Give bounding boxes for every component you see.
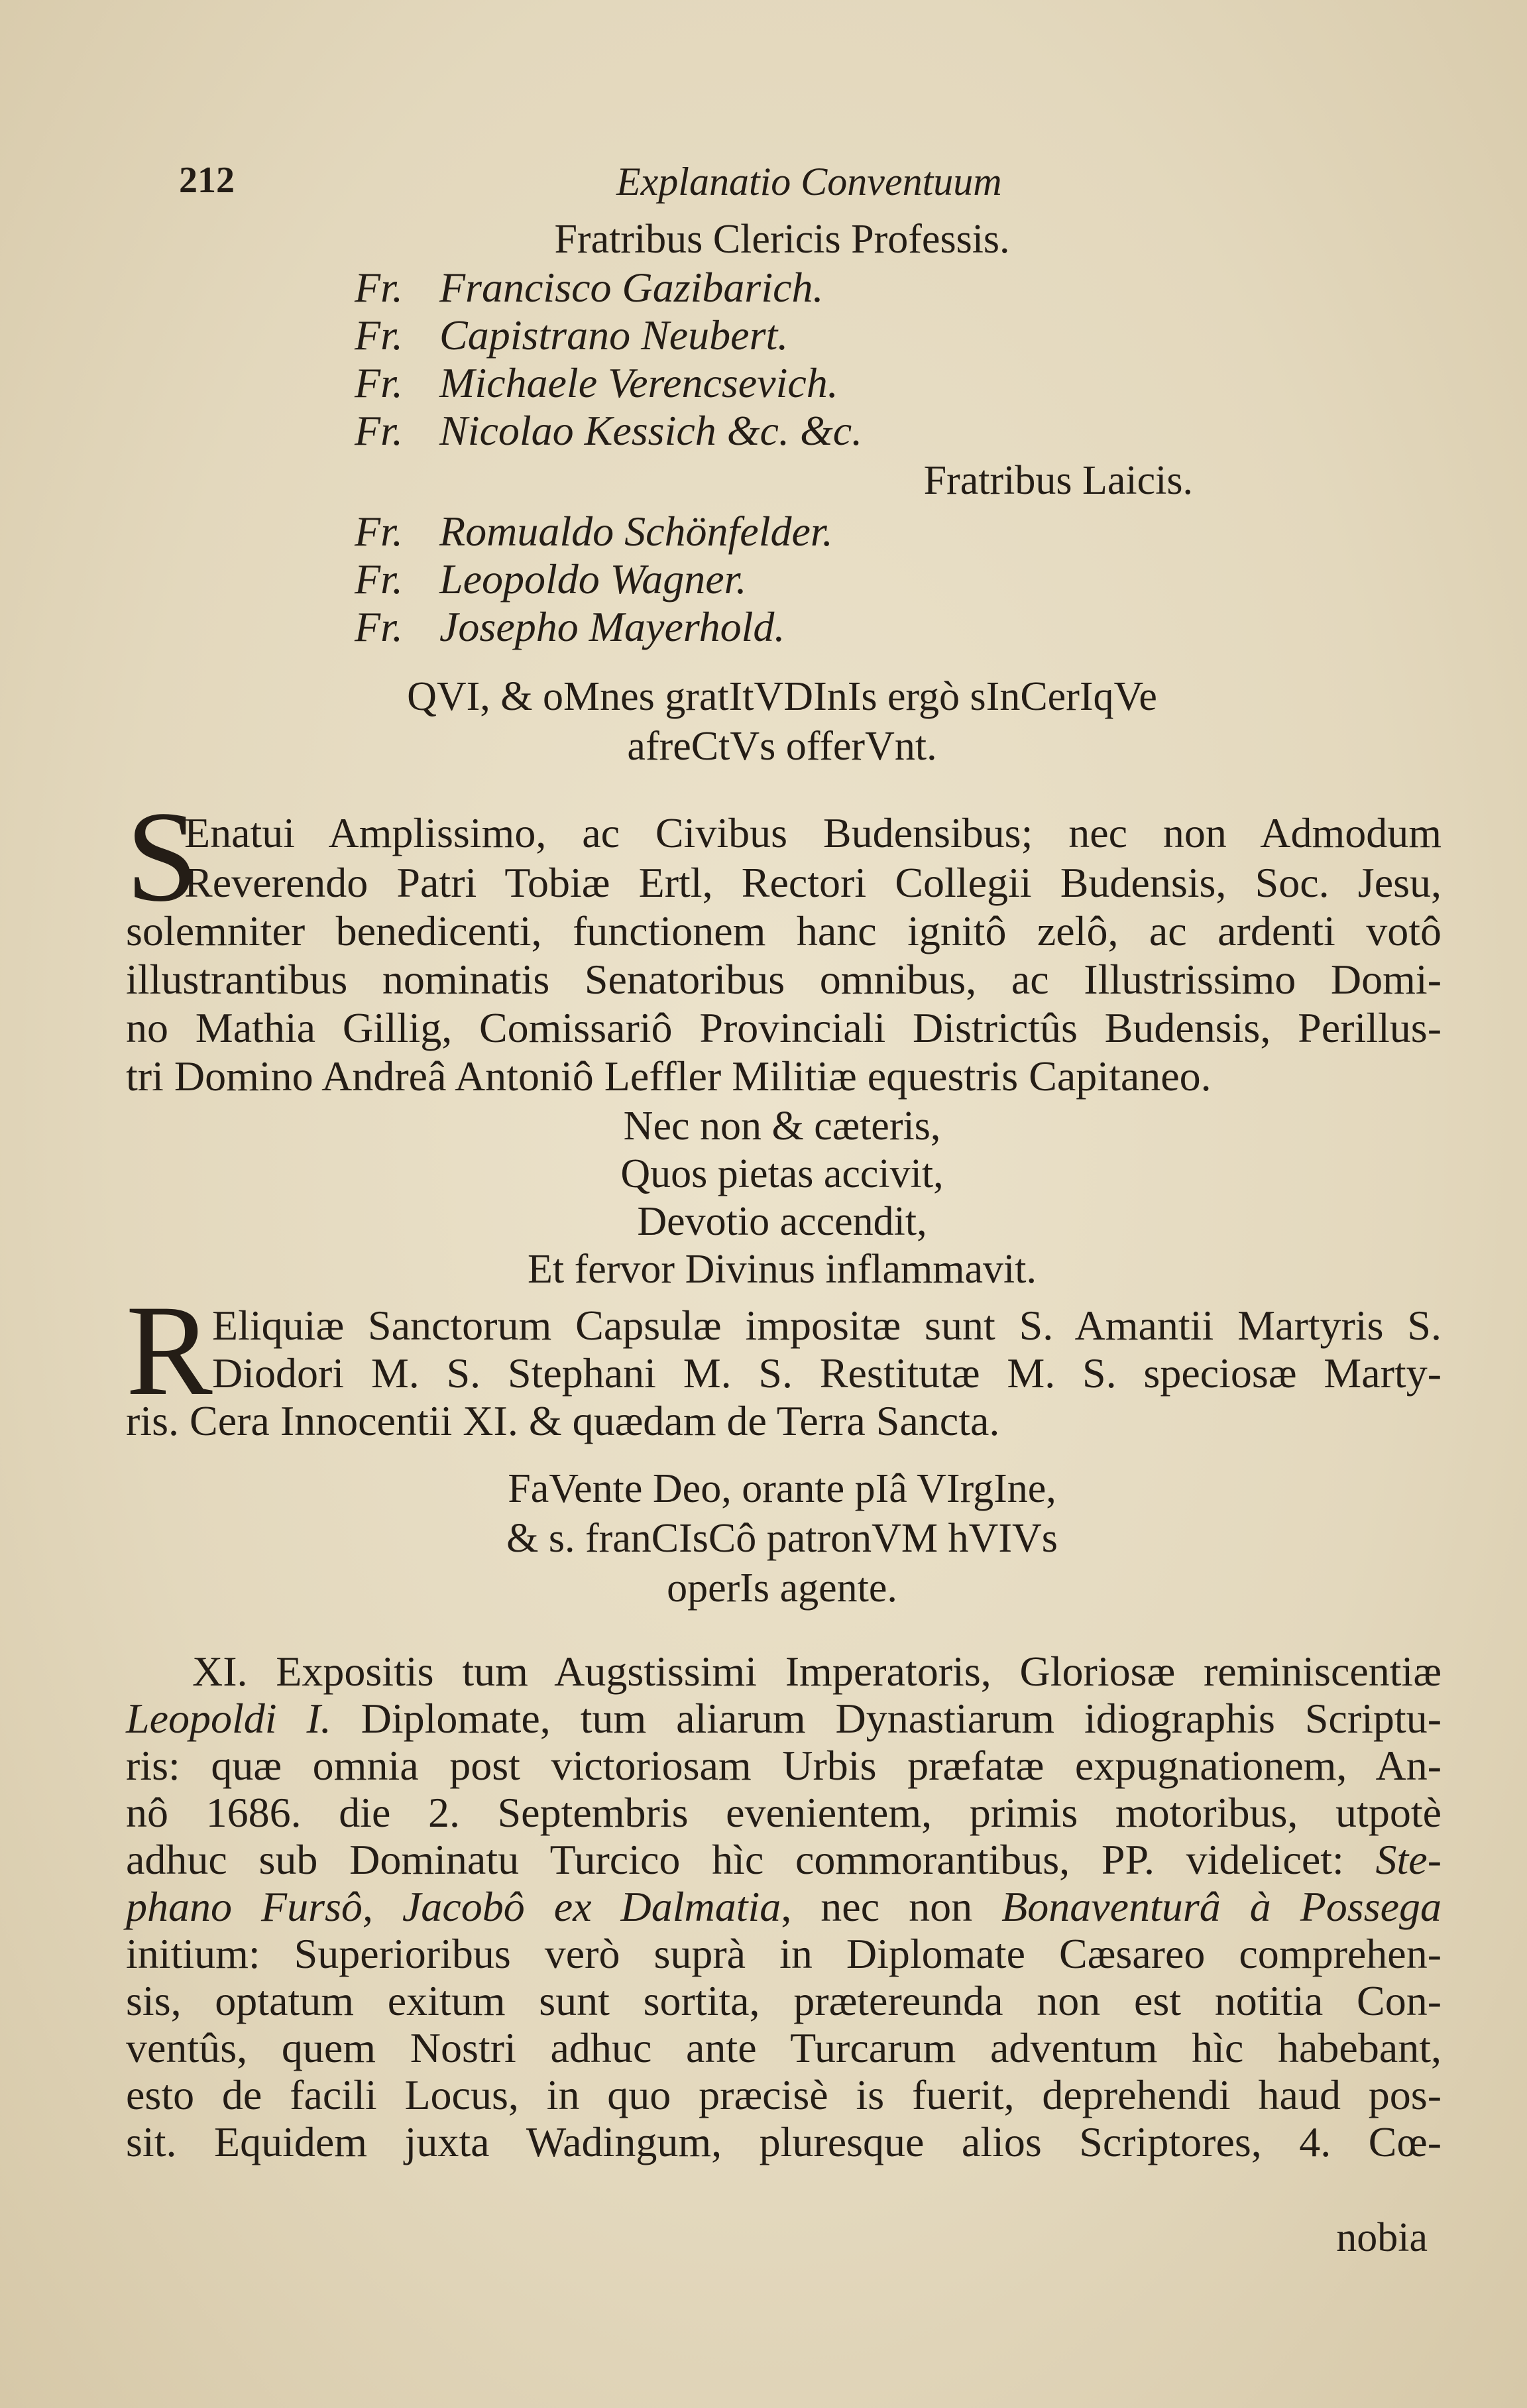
text-segment: adhuc sub Dominatu Turcico hìc commorantibus, PP. videlicet:: [126, 1836, 1376, 1883]
text-segment: XI. Expositis tum Augstissimi Imperatoris, Gloriosæ reminiscentiæ: [192, 1648, 1442, 1695]
text-segment: initium: Superioribus verò suprà in Diplomate Cæsareo comprehen-: [126, 1930, 1442, 1977]
paragraph-line: [126, 2118, 1442, 2165]
laicus-entry: Fr. Romualdo Schönfelder.: [355, 508, 833, 555]
italic-segment: Leopoldi I.: [126, 1695, 331, 1742]
paragraph-line: solemniter benedicenti, functionem hanc ignitô zelô, ac ardenti votô: [126, 907, 1442, 954]
text-segment: , nec non: [781, 1883, 1002, 1930]
text-segment: sis, optatum exitum sunt sortita, prætereunda non est notitia Con-: [126, 1977, 1442, 2024]
cleric-entry: Fr. Francisco Gazibarich.: [355, 264, 824, 311]
laicus-entry: Fr. Leopoldo Wagner.: [355, 555, 747, 602]
page-number: 212: [179, 160, 235, 201]
laicus-entry: Fr. Josepho Mayerhold.: [355, 603, 785, 650]
text-segment: esto de facili Locus, in quo præcisè is fuerit, deprehendi haud pos-: [126, 2071, 1442, 2118]
catchword: nobia: [1336, 2215, 1428, 2260]
text-segment: sit. Equidem juxta Wadingum, pluresque alios Scriptores, 4. Cœ-: [126, 2118, 1442, 2165]
verse-line: Nec non & cæteris,: [623, 1104, 941, 1149]
clerics-heading: Fratribus Clericis Professis.: [554, 217, 1010, 262]
paragraph-line: [126, 1836, 1442, 1883]
chronogram-line: QVI, & oMnes gratItVDInIs ergò sInCerIqVe: [407, 674, 1157, 719]
text-segment: ventûs, quem Nostri adhuc ante Turcarum adventum hìc habebant,: [126, 2024, 1442, 2071]
laici-heading: Fratribus Laicis.: [923, 458, 1193, 503]
paragraph-line: [192, 1650, 1442, 1693]
chronogram-line: FaVente Deo, orante pIâ VIrgIne,: [508, 1466, 1056, 1511]
cleric-entry: Fr. Nicolao Kessich &c. &c.: [355, 407, 863, 454]
paragraph-line: Eliquiæ Sanctorum Capsulæ impositæ sunt S. Amantii Martyris S.: [212, 1302, 1442, 1349]
verse-line: Quos pietas accivit,: [620, 1151, 944, 1196]
paragraph-line: Enatui Amplissimo, ac Civibus Budensibus; nec non Admodum: [184, 809, 1442, 856]
text-segment: nô 1686. die 2. Septembris evenientem, primis motoribus, utpotè: [126, 1789, 1442, 1836]
paragraph-line: [126, 2024, 1442, 2071]
paragraph-line: [126, 1977, 1442, 2024]
chronogram-line: afreCtVs offerVnt.: [627, 724, 937, 769]
paragraph-line: ris. Cera Innocentii XI. & quædam de Terra Sancta.: [126, 1397, 1000, 1444]
paragraph-line: [126, 1930, 1442, 1977]
chronogram-line: operIs agente.: [667, 1566, 897, 1611]
text-segment: Diplomate, tum aliarum Dynastiarum idiographis Scriptu-: [331, 1695, 1442, 1742]
paragraph-line: no Mathia Gillig, Comissariô Provinciali Districtûs Budensis, Perillus-: [126, 1004, 1442, 1051]
cleric-entry: Fr. Capistrano Neubert.: [355, 312, 789, 359]
page-header: [179, 159, 1094, 219]
italic-segment: Ste-: [1375, 1836, 1442, 1883]
paragraph-line: [126, 1742, 1442, 1789]
paragraph-line: [126, 2071, 1442, 2118]
verse-line: Devotio accendit,: [637, 1199, 927, 1244]
drop-cap: R: [126, 1279, 213, 1422]
italic-segment: phano Fursô, Jacobô ex Dalmatia: [126, 1883, 781, 1930]
paragraph-line: [126, 1697, 1442, 1740]
verse-line: Et fervor Divinus inflammavit.: [528, 1247, 1037, 1292]
running-title: Explanatio Conventuum: [616, 160, 1002, 203]
paragraph-line: [126, 1883, 1442, 1930]
paragraph-line: illustrantibus nominatis Senatoribus omnibus, ac Illustrissimo Domi-: [126, 956, 1442, 1003]
text-segment: ris: quæ omnia post victoriosam Urbis præfatæ expugnationem, An-: [126, 1742, 1442, 1789]
paragraph-line: [126, 1789, 1442, 1836]
paragraph-line: Diodori M. S. Stephani M. S. Restitutæ M. S. speciosæ Marty-: [212, 1349, 1442, 1397]
chronogram-line: & s. franCIsCô patronVM hVIVs: [506, 1516, 1058, 1561]
paragraph-line: tri Domino Andreâ Antoniô Leffler Militiæ equestris Capitaneo.: [126, 1053, 1212, 1100]
italic-segment: Bonaventurâ à Possega: [1001, 1883, 1442, 1930]
drop-cap: S: [126, 785, 199, 929]
cleric-entry: Fr. Michaele Verencsevich.: [355, 359, 838, 406]
paragraph-line: Reverendo Patri Tobiæ Ertl, Rectori Collegii Budensis, Soc. Jesu,: [184, 859, 1442, 906]
